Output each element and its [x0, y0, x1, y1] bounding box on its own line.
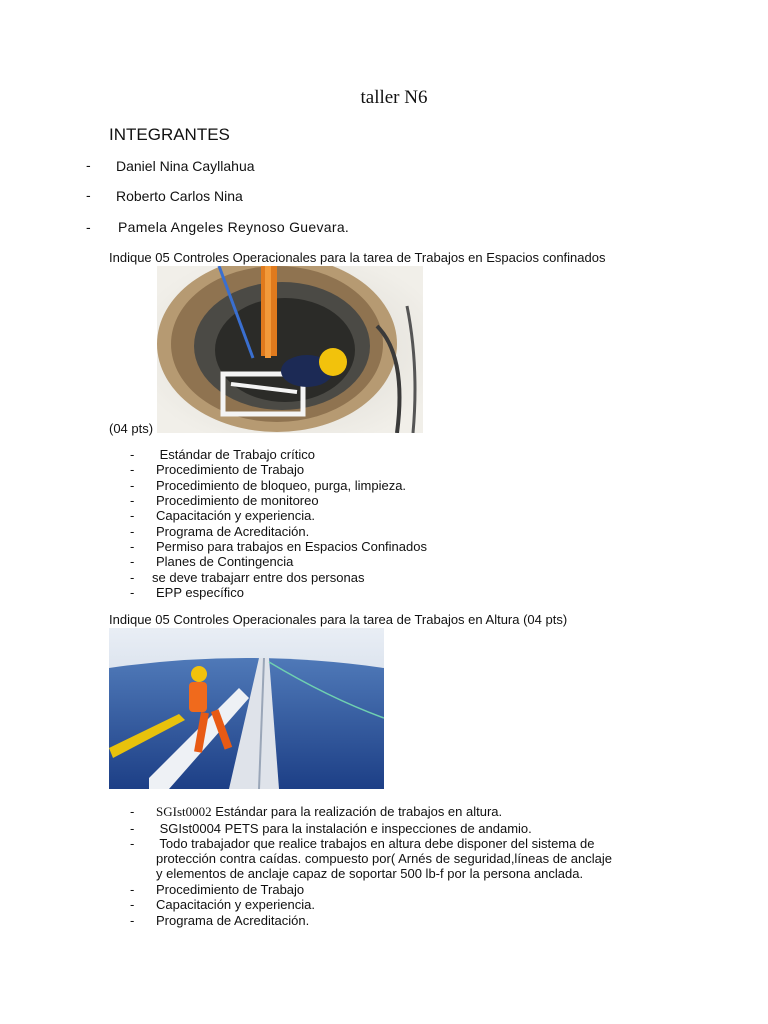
- points-label: (04 pts): [109, 421, 154, 436]
- member-name: Pamela Angeles Reynoso Guevara.: [118, 219, 350, 235]
- height-work-photo: [109, 628, 384, 789]
- list-item: - Capacitación y experiencia.: [130, 897, 315, 912]
- members-heading: INTEGRANTES: [109, 125, 230, 144]
- list-item: - Procedimiento de Trabajo: [130, 462, 305, 477]
- standard-code: SGIst0002: [156, 804, 212, 819]
- list-item: - Procedimiento de monitoreo: [130, 493, 319, 508]
- bullet-dash: -: [86, 219, 91, 235]
- list-item: - se deve trabajarr entre dos personas: [130, 570, 365, 585]
- member-name: Daniel Nina Cayllahua: [116, 158, 255, 174]
- bullet-dash: -: [86, 157, 91, 173]
- confined-space-photo: [157, 266, 423, 433]
- list-item: - SGIst0004 PETS para la instalación e inspecciones de andamio.: [130, 821, 532, 836]
- list-item: - Permiso para trabajos en Espacios Confinados: [130, 539, 427, 554]
- question-height-work: Indique 05 Controles Operacionales para la tarea de Trabajos en Altura (04 pts): [109, 612, 568, 627]
- list-item: - Estándar de Trabajo crítico: [130, 447, 315, 462]
- list-item: - SGIst0002 Estándar para la realización de trabajos en altura.: [130, 804, 503, 819]
- list-item-continuation: protección contra caídas. compuesto por( Arnés de seguridad,líneas de anclaje: [156, 851, 612, 866]
- member-name: Roberto Carlos Nina: [116, 188, 243, 204]
- list-item: - EPP específico: [130, 585, 244, 600]
- question-confined-spaces: Indique 05 Controles Operacionales para la tarea de Trabajos en Espacios confinados: [109, 250, 606, 265]
- list-item: - Programa de Acreditación.: [130, 524, 310, 539]
- document-title: taller N6: [360, 87, 428, 108]
- list-item: - Programa de Acreditación.: [130, 913, 310, 928]
- list-item-continuation: y elementos de anclaje capaz de soportar 500 lb-f por la persona anclada.: [156, 866, 584, 881]
- list-item: - Todo trabajador que realice trabajos en altura debe disponer del sistema de: [130, 836, 595, 851]
- list-item: - Capacitación y experiencia.: [130, 508, 315, 523]
- list-item: - Procedimiento de bloqueo, purga, limpieza.: [130, 478, 407, 493]
- list-item: - Procedimiento de Trabajo: [130, 882, 305, 897]
- bullet-dash: -: [86, 187, 91, 203]
- list-item: - Planes de Contingencia: [130, 554, 294, 569]
